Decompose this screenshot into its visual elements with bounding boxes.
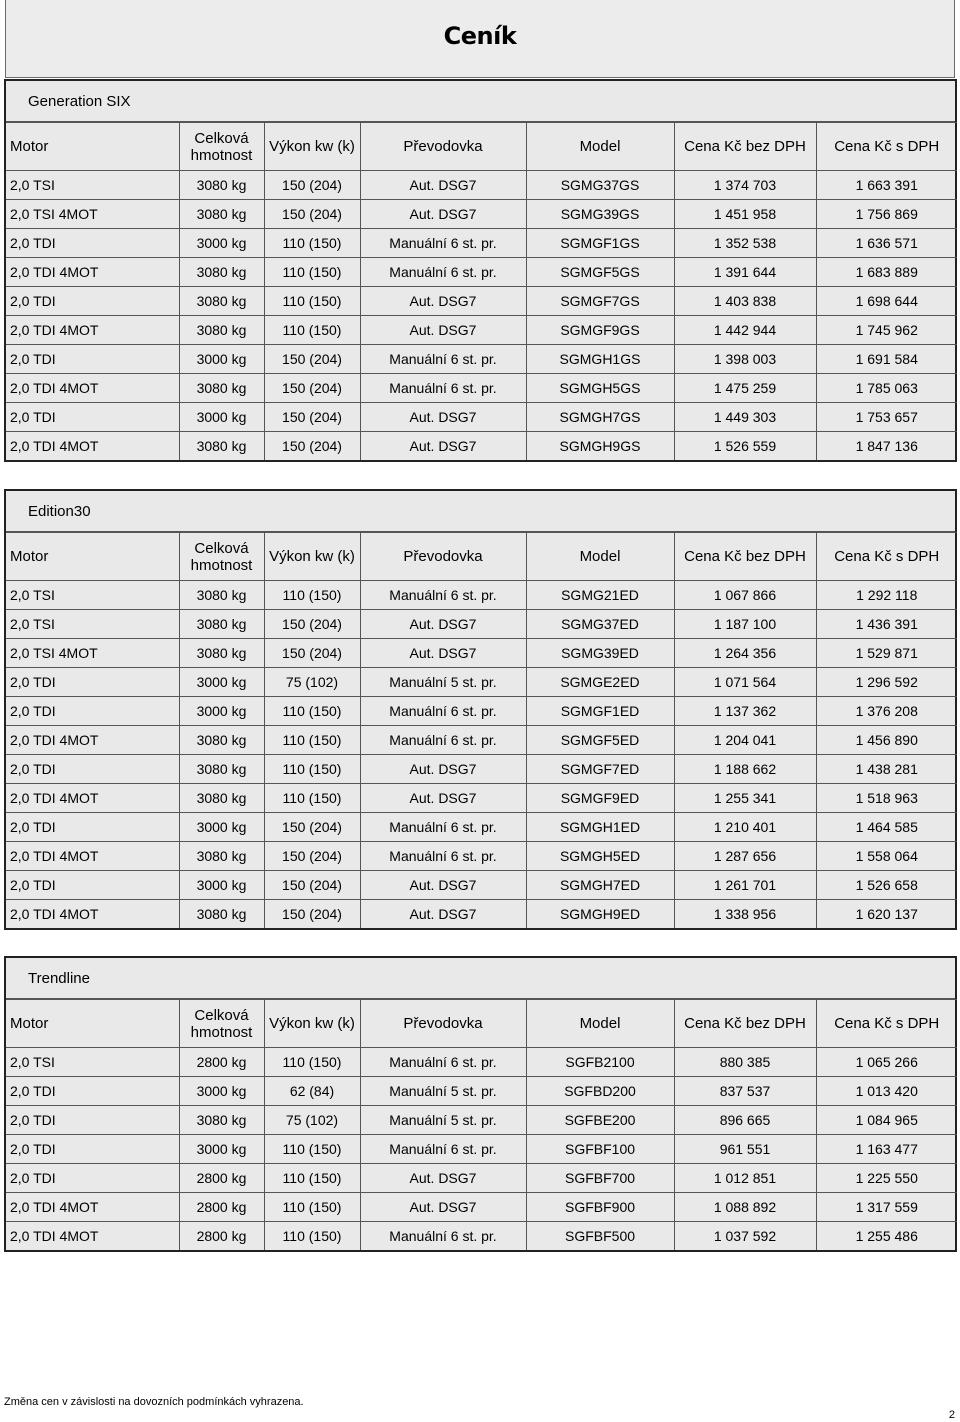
table-cell: 3000 kg (179, 697, 264, 726)
table-cell: 150 (204) (264, 345, 360, 374)
table-cell: SGMG21ED (526, 581, 674, 610)
table-cell: Manuální 6 st. pr. (360, 374, 526, 403)
table-cell: 1 398 003 (674, 345, 816, 374)
table-cell: 1 188 662 (674, 755, 816, 784)
table-cell: SGFB2100 (526, 1048, 674, 1077)
column-header: Model (526, 123, 674, 171)
column-header: Cena Kč bez DPH (674, 533, 816, 581)
table-cell: 3080 kg (179, 610, 264, 639)
table-cell: Manuální 6 st. pr. (360, 581, 526, 610)
table-cell: SGFBD200 (526, 1077, 674, 1106)
table-cell: Manuální 6 st. pr. (360, 697, 526, 726)
table-cell: 1 847 136 (816, 432, 957, 461)
table-cell: 2,0 TDI 4MOT (6, 784, 179, 813)
table-cell: 2,0 TDI (6, 697, 179, 726)
table-cell: 110 (150) (264, 755, 360, 784)
table-cell: 150 (204) (264, 610, 360, 639)
column-header: Motor (6, 533, 179, 581)
table-cell: 110 (150) (264, 229, 360, 258)
table-cell: 1 436 391 (816, 610, 957, 639)
table-cell: SGMGH9ED (526, 900, 674, 929)
table-row (6, 1222, 957, 1251)
table-cell: 3000 kg (179, 668, 264, 697)
column-header: Cena Kč s DPH (816, 123, 957, 171)
table-cell: 1 753 657 (816, 403, 957, 432)
table-cell: Manuální 6 st. pr. (360, 1048, 526, 1077)
table-cell: 1 067 866 (674, 581, 816, 610)
table-cell: 110 (150) (264, 1222, 360, 1251)
column-header: Celková hmotnost (179, 1000, 264, 1048)
table-cell: 2800 kg (179, 1193, 264, 1222)
table-row (6, 1048, 957, 1077)
table-cell: Manuální 5 st. pr. (360, 1077, 526, 1106)
table-cell: 1 691 584 (816, 345, 957, 374)
price-table (6, 999, 957, 1250)
table-row (6, 258, 957, 287)
table-row (6, 784, 957, 813)
table-cell: 110 (150) (264, 726, 360, 755)
table-cell: 2,0 TDI (6, 1077, 179, 1106)
table-cell: Manuální 6 st. pr. (360, 726, 526, 755)
table-cell: Aut. DSG7 (360, 755, 526, 784)
section-title: Generation SIX (28, 93, 131, 110)
table-cell: 3080 kg (179, 726, 264, 755)
table-cell: Aut. DSG7 (360, 171, 526, 200)
table-cell: 1 287 656 (674, 842, 816, 871)
table-cell: 3000 kg (179, 229, 264, 258)
table-cell: SGMGF5ED (526, 726, 674, 755)
table-row (6, 374, 957, 403)
table-row (6, 610, 957, 639)
table-cell: Aut. DSG7 (360, 316, 526, 345)
price-table (6, 122, 957, 460)
column-header: Převodovka (360, 1000, 526, 1048)
table-cell: 110 (150) (264, 697, 360, 726)
table-cell: 1 296 592 (816, 668, 957, 697)
table-cell: 2,0 TDI 4MOT (6, 1222, 179, 1251)
table-cell: 3080 kg (179, 755, 264, 784)
table-row (6, 581, 957, 610)
table-cell: 1 442 944 (674, 316, 816, 345)
table-cell: SGMGF5GS (526, 258, 674, 287)
table-cell: 3000 kg (179, 1135, 264, 1164)
table-cell: 1 475 259 (674, 374, 816, 403)
price-section (4, 489, 957, 930)
price-section (4, 79, 957, 462)
table-cell: SGMG39GS (526, 200, 674, 229)
table-cell: 2800 kg (179, 1048, 264, 1077)
section-title: Edition30 (28, 503, 91, 520)
table-cell: 1 204 041 (674, 726, 816, 755)
table-cell: 150 (204) (264, 171, 360, 200)
price-section (4, 956, 957, 1252)
table-cell: 3080 kg (179, 842, 264, 871)
table-cell: 150 (204) (264, 374, 360, 403)
table-cell: Aut. DSG7 (360, 432, 526, 461)
table-cell: 1 464 585 (816, 813, 957, 842)
column-header: Model (526, 1000, 674, 1048)
column-header: Výkon kw (k) (264, 1000, 360, 1048)
table-cell: 3080 kg (179, 200, 264, 229)
table-cell: Aut. DSG7 (360, 403, 526, 432)
table-header-row (6, 533, 957, 581)
table-cell: 1 013 420 (816, 1077, 957, 1106)
column-header: Převodovka (360, 533, 526, 581)
table-cell: 150 (204) (264, 432, 360, 461)
table-cell: 1 683 889 (816, 258, 957, 287)
table-cell: 3000 kg (179, 871, 264, 900)
table-cell: Manuální 6 st. pr. (360, 842, 526, 871)
table-cell: 3080 kg (179, 900, 264, 929)
table-cell: 1 438 281 (816, 755, 957, 784)
table-cell: 1 137 362 (674, 697, 816, 726)
table-cell: 1 518 963 (816, 784, 957, 813)
table-cell: 2,0 TDI 4MOT (6, 842, 179, 871)
table-row (6, 345, 957, 374)
table-cell: 3080 kg (179, 374, 264, 403)
table-cell: Manuální 6 st. pr. (360, 1135, 526, 1164)
table-row (6, 668, 957, 697)
table-header-row (6, 1000, 957, 1048)
table-cell: 1 456 890 (816, 726, 957, 755)
table-cell: SGFBF900 (526, 1193, 674, 1222)
table-cell: 2,0 TDI 4MOT (6, 1193, 179, 1222)
table-cell: 880 385 (674, 1048, 816, 1077)
table-cell: SGMGF7GS (526, 287, 674, 316)
table-row (6, 1077, 957, 1106)
table-cell: 2,0 TDI 4MOT (6, 726, 179, 755)
table-row (6, 1135, 957, 1164)
table-cell: 1 698 644 (816, 287, 957, 316)
table-row (6, 1106, 957, 1135)
table-row (6, 1193, 957, 1222)
table-cell: SGFBF100 (526, 1135, 674, 1164)
table-cell: 110 (150) (264, 316, 360, 345)
column-header: Motor (6, 1000, 179, 1048)
table-cell: 1 037 592 (674, 1222, 816, 1251)
table-cell: 1 088 892 (674, 1193, 816, 1222)
table-cell: Manuální 6 st. pr. (360, 1222, 526, 1251)
table-row (6, 171, 957, 200)
table-cell: SGFBE200 (526, 1106, 674, 1135)
table-row (6, 871, 957, 900)
table-cell: Aut. DSG7 (360, 200, 526, 229)
table-cell: Aut. DSG7 (360, 1193, 526, 1222)
table-cell: 2,0 TDI 4MOT (6, 316, 179, 345)
table-cell: 1 225 550 (816, 1164, 957, 1193)
table-cell: 1 338 956 (674, 900, 816, 929)
table-cell: 75 (102) (264, 1106, 360, 1135)
table-row (6, 1164, 957, 1193)
table-cell: 3000 kg (179, 1077, 264, 1106)
table-cell: 1 187 100 (674, 610, 816, 639)
page-number: 2 (948, 1409, 955, 1421)
table-cell: 2,0 TDI (6, 1135, 179, 1164)
table-cell: 3080 kg (179, 316, 264, 345)
table-cell: SGMG37GS (526, 171, 674, 200)
table-cell: 2,0 TSI (6, 581, 179, 610)
table-cell: 1 255 486 (816, 1222, 957, 1251)
table-cell: Manuální 6 st. pr. (360, 229, 526, 258)
table-cell: 961 551 (674, 1135, 816, 1164)
table-cell: 1 529 871 (816, 639, 957, 668)
table-cell: 896 665 (674, 1106, 816, 1135)
table-cell: 3000 kg (179, 345, 264, 374)
section-header (6, 491, 955, 532)
table-cell: 1 317 559 (816, 1193, 957, 1222)
table-cell: Manuální 5 st. pr. (360, 1106, 526, 1135)
table-row (6, 432, 957, 461)
table-cell: 1 620 137 (816, 900, 957, 929)
table-cell: 2800 kg (179, 1164, 264, 1193)
table-cell: 2,0 TDI (6, 229, 179, 258)
table-cell: 1 636 571 (816, 229, 957, 258)
table-cell: 1 071 564 (674, 668, 816, 697)
table-row (6, 900, 957, 929)
table-cell: 2,0 TDI 4MOT (6, 258, 179, 287)
table-row (6, 316, 957, 345)
table-cell: Aut. DSG7 (360, 287, 526, 316)
table-cell: 110 (150) (264, 258, 360, 287)
table-cell: 3080 kg (179, 287, 264, 316)
table-cell: 837 537 (674, 1077, 816, 1106)
section-header (6, 958, 955, 999)
table-cell: 1 745 962 (816, 316, 957, 345)
table-cell: 2,0 TDI 4MOT (6, 374, 179, 403)
table-cell: 110 (150) (264, 1193, 360, 1222)
table-cell: 1 352 538 (674, 229, 816, 258)
table-cell: 3080 kg (179, 639, 264, 668)
table-cell: SGMGF9ED (526, 784, 674, 813)
table-cell: 1 261 701 (674, 871, 816, 900)
table-cell: 1 376 208 (816, 697, 957, 726)
table-cell: SGMGF9GS (526, 316, 674, 345)
table-cell: 3080 kg (179, 171, 264, 200)
column-header: Výkon kw (k) (264, 123, 360, 171)
table-cell: 2,0 TDI (6, 871, 179, 900)
table-cell: 75 (102) (264, 668, 360, 697)
table-cell: 3080 kg (179, 258, 264, 287)
table-cell: 2,0 TSI (6, 610, 179, 639)
page-title: Ceník (443, 22, 517, 50)
table-cell: 110 (150) (264, 1135, 360, 1164)
table-cell: SGMGH7ED (526, 871, 674, 900)
table-cell: 2,0 TDI (6, 1164, 179, 1193)
table-cell: 1 526 658 (816, 871, 957, 900)
table-cell: 110 (150) (264, 287, 360, 316)
table-cell: 110 (150) (264, 581, 360, 610)
table-row (6, 639, 957, 668)
table-cell: SGMGH5GS (526, 374, 674, 403)
table-cell: 3080 kg (179, 784, 264, 813)
table-cell: SGMGH1ED (526, 813, 674, 842)
table-cell: 1 756 869 (816, 200, 957, 229)
table-cell: 2,0 TDI 4MOT (6, 900, 179, 929)
table-cell: 2,0 TSI (6, 1048, 179, 1077)
column-header: Cena Kč s DPH (816, 1000, 957, 1048)
table-cell: 2,0 TDI (6, 345, 179, 374)
table-cell: 1 264 356 (674, 639, 816, 668)
column-header: Celková hmotnost (179, 123, 264, 171)
table-cell: SGMGH9GS (526, 432, 674, 461)
table-cell: 150 (204) (264, 639, 360, 668)
column-header: Model (526, 533, 674, 581)
table-cell: SGFBF700 (526, 1164, 674, 1193)
table-cell: 150 (204) (264, 200, 360, 229)
table-cell: 3080 kg (179, 581, 264, 610)
table-cell: SGMG39ED (526, 639, 674, 668)
table-row (6, 403, 957, 432)
table-cell: 1 449 303 (674, 403, 816, 432)
table-cell: 150 (204) (264, 900, 360, 929)
column-header: Cena Kč bez DPH (674, 123, 816, 171)
table-cell: Aut. DSG7 (360, 1164, 526, 1193)
table-cell: 1 374 703 (674, 171, 816, 200)
table-cell: 1 785 063 (816, 374, 957, 403)
table-row (6, 229, 957, 258)
table-cell: 1 065 266 (816, 1048, 957, 1077)
table-cell: 110 (150) (264, 1048, 360, 1077)
table-cell: 150 (204) (264, 871, 360, 900)
table-cell: 1 012 851 (674, 1164, 816, 1193)
table-cell: 2,0 TDI (6, 403, 179, 432)
table-cell: 1 663 391 (816, 171, 957, 200)
table-row (6, 697, 957, 726)
table-cell: Aut. DSG7 (360, 610, 526, 639)
table-cell: 1 526 559 (674, 432, 816, 461)
table-cell: 150 (204) (264, 403, 360, 432)
table-cell: SGMGF7ED (526, 755, 674, 784)
table-cell: 150 (204) (264, 842, 360, 871)
column-header: Cena Kč bez DPH (674, 1000, 816, 1048)
table-cell: 2,0 TDI (6, 813, 179, 842)
table-row (6, 755, 957, 784)
title-box (5, 0, 955, 78)
table-cell: 62 (84) (264, 1077, 360, 1106)
table-cell: SGMGE2ED (526, 668, 674, 697)
table-cell: 1 255 341 (674, 784, 816, 813)
table-cell: 110 (150) (264, 1164, 360, 1193)
table-cell: Aut. DSG7 (360, 871, 526, 900)
table-cell: SGMGH5ED (526, 842, 674, 871)
table-cell: SGMGF1GS (526, 229, 674, 258)
price-table (6, 532, 957, 928)
table-cell: 3080 kg (179, 1106, 264, 1135)
table-row (6, 726, 957, 755)
table-cell: Manuální 6 st. pr. (360, 258, 526, 287)
table-cell: Aut. DSG7 (360, 900, 526, 929)
table-cell: 2,0 TDI (6, 1106, 179, 1135)
table-cell: 110 (150) (264, 784, 360, 813)
column-header: Motor (6, 123, 179, 171)
table-cell: 1 292 118 (816, 581, 957, 610)
table-cell: 3000 kg (179, 403, 264, 432)
table-cell: 2,0 TSI 4MOT (6, 200, 179, 229)
table-cell: Manuální 6 st. pr. (360, 813, 526, 842)
table-cell: SGMG37ED (526, 610, 674, 639)
column-header: Převodovka (360, 123, 526, 171)
table-row (6, 813, 957, 842)
section-header (6, 81, 955, 122)
table-row (6, 200, 957, 229)
column-header: Výkon kw (k) (264, 533, 360, 581)
table-cell: 1 163 477 (816, 1135, 957, 1164)
table-cell: 2,0 TDI (6, 755, 179, 784)
table-cell: Aut. DSG7 (360, 639, 526, 668)
table-cell: 1 210 401 (674, 813, 816, 842)
table-cell: Manuální 6 st. pr. (360, 345, 526, 374)
table-cell: 150 (204) (264, 813, 360, 842)
table-cell: 1 391 644 (674, 258, 816, 287)
column-header: Celková hmotnost (179, 533, 264, 581)
table-cell: SGMGH1GS (526, 345, 674, 374)
table-cell: 1 084 965 (816, 1106, 957, 1135)
table-cell: 2,0 TSI (6, 171, 179, 200)
table-cell: 3000 kg (179, 813, 264, 842)
table-cell: SGFBF500 (526, 1222, 674, 1251)
table-cell: 2800 kg (179, 1222, 264, 1251)
table-cell: SGMGF1ED (526, 697, 674, 726)
table-cell: 1 403 838 (674, 287, 816, 316)
footnote: Změna cen v závislosti na dovozních podmínkách vyhrazena. (4, 1396, 304, 1408)
table-header-row (6, 123, 957, 171)
table-cell: 1 451 958 (674, 200, 816, 229)
table-cell: SGMGH7GS (526, 403, 674, 432)
table-cell: 3080 kg (179, 432, 264, 461)
column-header: Cena Kč s DPH (816, 533, 957, 581)
table-cell: 1 558 064 (816, 842, 957, 871)
table-row (6, 842, 957, 871)
table-row (6, 287, 957, 316)
table-cell: 2,0 TDI (6, 668, 179, 697)
table-cell: 2,0 TDI 4MOT (6, 432, 179, 461)
table-cell: 2,0 TSI 4MOT (6, 639, 179, 668)
table-cell: Manuální 5 st. pr. (360, 668, 526, 697)
table-cell: 2,0 TDI (6, 287, 179, 316)
table-cell: Aut. DSG7 (360, 784, 526, 813)
section-title: Trendline (28, 970, 90, 987)
